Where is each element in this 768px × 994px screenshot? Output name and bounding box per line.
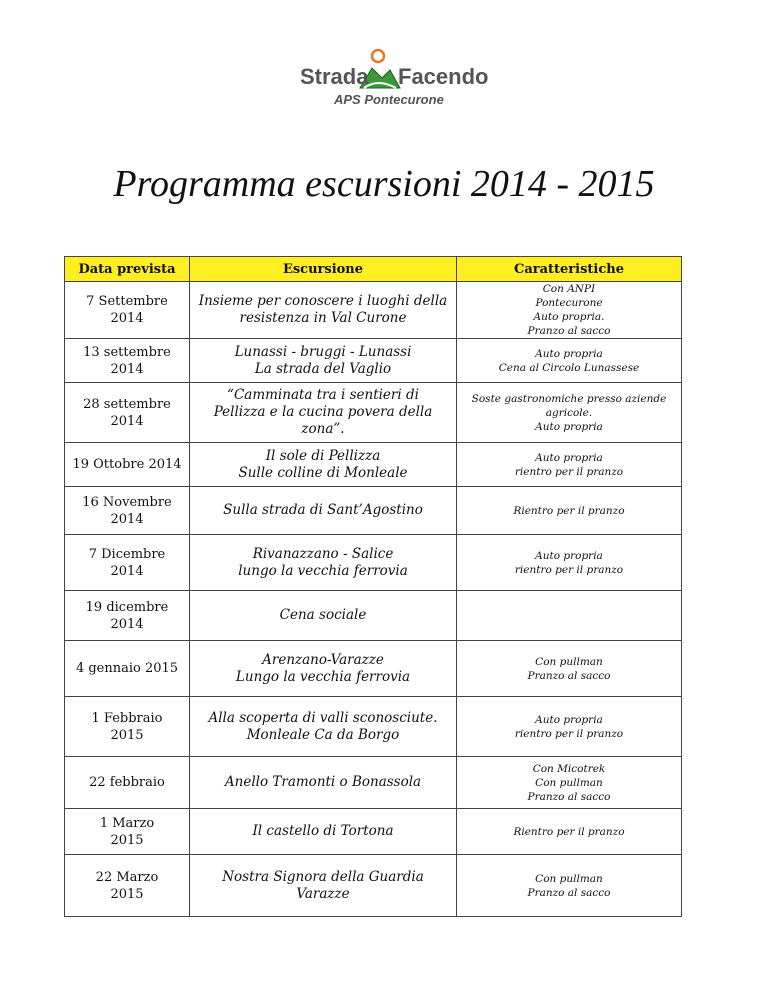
date-cell — [65, 855, 190, 917]
info-cell-line: rientro per il pranzo — [514, 563, 624, 576]
trip-cell-line: Monleale Ca da Borgo — [246, 726, 400, 743]
date-cell-line: 2014 — [110, 511, 144, 527]
trip-cell-line: La strada del Vaglio — [254, 360, 392, 377]
logo-text-right: Facendo — [398, 64, 489, 89]
logo-graphic — [298, 48, 489, 114]
trip-cell-line: Sulla strada di Sant’Agostino — [223, 502, 423, 518]
info-cell — [457, 535, 682, 591]
table-row — [65, 383, 682, 443]
trip-cell — [190, 443, 457, 487]
info-cell-line: Con Micotrek — [532, 762, 606, 775]
trip-cell-line: Arenzano-Varazze — [262, 651, 384, 668]
logo — [298, 48, 489, 114]
date-cell-line: 28 settembre — [83, 396, 171, 412]
info-cell-line: Soste gastronomiche presso aziende — [471, 392, 667, 405]
date-cell — [65, 282, 190, 339]
info-cell — [457, 855, 682, 917]
date-cell-line: 2014 — [110, 563, 144, 579]
trip-cell — [190, 383, 457, 443]
table-row — [65, 757, 682, 809]
date-cell-line: 19 dicembre — [85, 599, 169, 615]
page-title: Programma escursioni 2014 - 2015 — [113, 163, 655, 205]
date-cell — [65, 757, 190, 809]
trip-cell-line: Lunassi - bruggi - Lunassi — [234, 343, 412, 360]
trip-cell-line: Sulle colline di Monleale — [238, 464, 408, 481]
info-cell-line: Con pullman — [535, 655, 603, 668]
table-row — [65, 282, 682, 339]
date-cell-line: 2014 — [110, 413, 144, 429]
date-cell — [65, 339, 190, 383]
logo-subtitle: APS Pontecurone — [334, 92, 444, 107]
date-cell — [65, 697, 190, 757]
info-cell-line: Pranzo al sacco — [527, 325, 611, 337]
trip-cell-line: Lungo la vecchia ferrovia — [235, 668, 411, 685]
info-cell — [457, 487, 682, 535]
program-table — [64, 256, 682, 917]
table-row — [65, 591, 682, 641]
trip-cell-line: resistenza in Val Curone — [239, 310, 407, 326]
trip-cell-line: Rivanazzano - Salice — [252, 545, 394, 562]
table-row — [65, 339, 682, 383]
trip-cell — [190, 809, 457, 855]
trip-cell-line: Insieme per conoscere i luoghi della — [198, 293, 448, 309]
info-cell-line: Auto propria — [535, 451, 603, 464]
date-cell-line: 1 Marzo — [99, 815, 155, 831]
header-date: Data prevista — [65, 257, 190, 282]
info-cell — [457, 809, 682, 855]
date-cell — [65, 535, 190, 591]
trip-cell-line: “Camminata tra i sentieri di — [227, 387, 419, 403]
info-cell-line: Con pullman — [535, 872, 603, 885]
info-cell-line: Pranzo al sacco — [527, 790, 611, 803]
info-cell-line: Pranzo al sacco — [527, 886, 611, 899]
date-cell — [65, 641, 190, 697]
trip-cell-line: Varazze — [296, 885, 350, 902]
info-cell — [457, 591, 682, 641]
trip-cell — [190, 641, 457, 697]
info-cell-line: Rientro per il pranzo — [513, 825, 625, 838]
date-cell — [65, 591, 190, 641]
date-cell-line: 13 settembre — [83, 344, 171, 360]
info-cell-line: Pontecurone — [535, 297, 603, 309]
info-cell — [457, 697, 682, 757]
date-cell — [65, 443, 190, 487]
date-cell-line: 4 gennaio 2015 — [75, 661, 179, 676]
trip-cell — [190, 697, 457, 757]
info-cell-line: Auto propria — [535, 713, 603, 726]
table-row — [65, 697, 682, 757]
info-cell-line: rientro per il pranzo — [514, 727, 624, 740]
trip-cell — [190, 487, 457, 535]
table-header — [65, 257, 682, 282]
info-cell-line: Auto propria — [535, 420, 603, 433]
date-cell-line: 7 Settembre — [86, 294, 168, 309]
date-cell-line: 2014 — [110, 616, 144, 632]
sun-icon — [372, 50, 384, 62]
date-cell — [65, 383, 190, 443]
date-cell — [65, 809, 190, 855]
logo-text-left: Strada — [300, 64, 369, 89]
date-cell-line: 22 febbraio — [89, 775, 165, 790]
date-cell-line: 16 Novembre — [82, 494, 172, 510]
info-cell-line: Cena al Circolo Lunassese — [498, 361, 640, 374]
table-row — [65, 809, 682, 855]
trip-cell-line: Pellizza e la cucina povera della — [213, 404, 433, 420]
header-info: Caratteristiche — [457, 257, 682, 282]
info-cell-line: agricole. — [545, 406, 593, 419]
date-cell-line: 7 Dicembre — [88, 546, 166, 562]
info-cell-line: Auto propria — [535, 549, 603, 562]
date-cell-line: 2014 — [110, 311, 144, 326]
trip-cell — [190, 282, 457, 339]
trip-cell-line: Nostra Signora della Guardia — [222, 868, 424, 885]
date-cell-line: 2015 — [110, 832, 144, 848]
trip-cell — [190, 757, 457, 809]
table-row — [65, 443, 682, 487]
trip-cell-line: Il castello di Tortona — [252, 823, 394, 839]
info-cell — [457, 641, 682, 697]
info-cell — [457, 339, 682, 383]
table-row — [65, 487, 682, 535]
info-cell-line: Auto propria. — [533, 311, 605, 323]
trip-cell — [190, 591, 457, 641]
trip-cell — [190, 339, 457, 383]
info-cell-line: Con ANPI — [542, 283, 596, 295]
info-cell-line: Con pullman — [535, 776, 603, 789]
trip-cell-line: zona”. — [301, 421, 345, 437]
info-cell-line: rientro per il pranzo — [514, 465, 624, 478]
trip-cell-line: Alla scoperta di valli sconosciute. — [208, 709, 438, 726]
table-row — [65, 535, 682, 591]
date-cell-line: 1 Febbraio — [91, 710, 163, 726]
trip-cell — [190, 535, 457, 591]
info-cell — [457, 282, 682, 339]
info-cell-line: Pranzo al sacco — [527, 669, 611, 682]
trip-cell-line: Il sole di Pellizza — [265, 447, 381, 464]
header-trip: Escursione — [190, 257, 457, 282]
table-row — [65, 855, 682, 917]
table-row — [65, 641, 682, 697]
info-cell — [457, 383, 682, 443]
date-cell-line: 2015 — [110, 727, 144, 743]
date-cell — [65, 487, 190, 535]
info-cell-line: Rientro per il pranzo — [513, 504, 625, 517]
date-cell-line: 22 Marzo — [95, 869, 159, 885]
trip-cell-line: Anello Tramonti o Bonassola — [224, 774, 422, 790]
info-cell — [457, 757, 682, 809]
trip-cell-line: Cena sociale — [279, 607, 367, 623]
date-cell-line: 2014 — [110, 361, 144, 377]
info-cell-line: Auto propria — [535, 347, 603, 360]
date-cell-line: 2015 — [110, 886, 144, 902]
trip-cell-line: lungo la vecchia ferrovia — [238, 562, 408, 579]
date-cell-line: 19 Ottobre 2014 — [72, 457, 182, 472]
trip-cell — [190, 855, 457, 917]
info-cell — [457, 443, 682, 487]
